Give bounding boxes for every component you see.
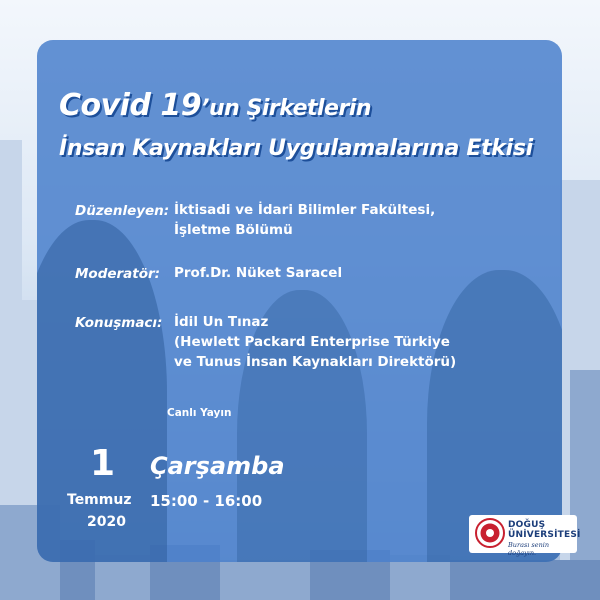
event-day: 1	[90, 443, 116, 484]
university-logo	[469, 515, 581, 557]
event-month: Temmuz	[67, 492, 132, 508]
building	[220, 560, 310, 600]
speaker-affiliation-line2: ve Tunus İnsan Kaynakları Direktörü)	[174, 354, 457, 370]
moderator-label: Moderatör:	[75, 266, 161, 282]
organizer-line1: İktisadi ve İdari Bilimler Fakültesi,	[174, 202, 436, 218]
moderator-value: Prof.Dr. Nüket Saracel	[174, 265, 343, 281]
university-name-line1: DOĞUŞ	[508, 520, 546, 530]
organizer-label: Düzenleyen:	[75, 203, 170, 219]
university-slogan: Burası senin doğayın.	[508, 541, 550, 557]
event-title-line1	[59, 88, 371, 123]
event-year: 2020	[87, 514, 126, 530]
university-name-line2: ÜNİVERSİTESİ	[508, 530, 581, 540]
speaker-affiliation-line1: (Hewlett Packard Enterprise Türkiye	[174, 334, 450, 350]
live-broadcast-label: Canlı Yayın	[167, 407, 232, 419]
event-panel	[37, 40, 562, 562]
building	[450, 560, 600, 600]
event-weekday: Çarşamba	[150, 452, 285, 480]
speaker-label: Konuşmacı:	[75, 315, 163, 331]
title-suffix: ’un Şirketlerin	[201, 96, 372, 121]
event-title-line2: İnsan Kaynakları Uygulamalarına Etkisi	[59, 136, 533, 161]
speaker-name: İdil Un Tınaz	[174, 314, 269, 330]
title-main: Covid 19	[59, 88, 202, 123]
university-seal-icon	[475, 518, 505, 548]
organizer-line2: İşletme Bölümü	[174, 222, 293, 238]
event-time: 15:00 - 16:00	[150, 492, 263, 510]
